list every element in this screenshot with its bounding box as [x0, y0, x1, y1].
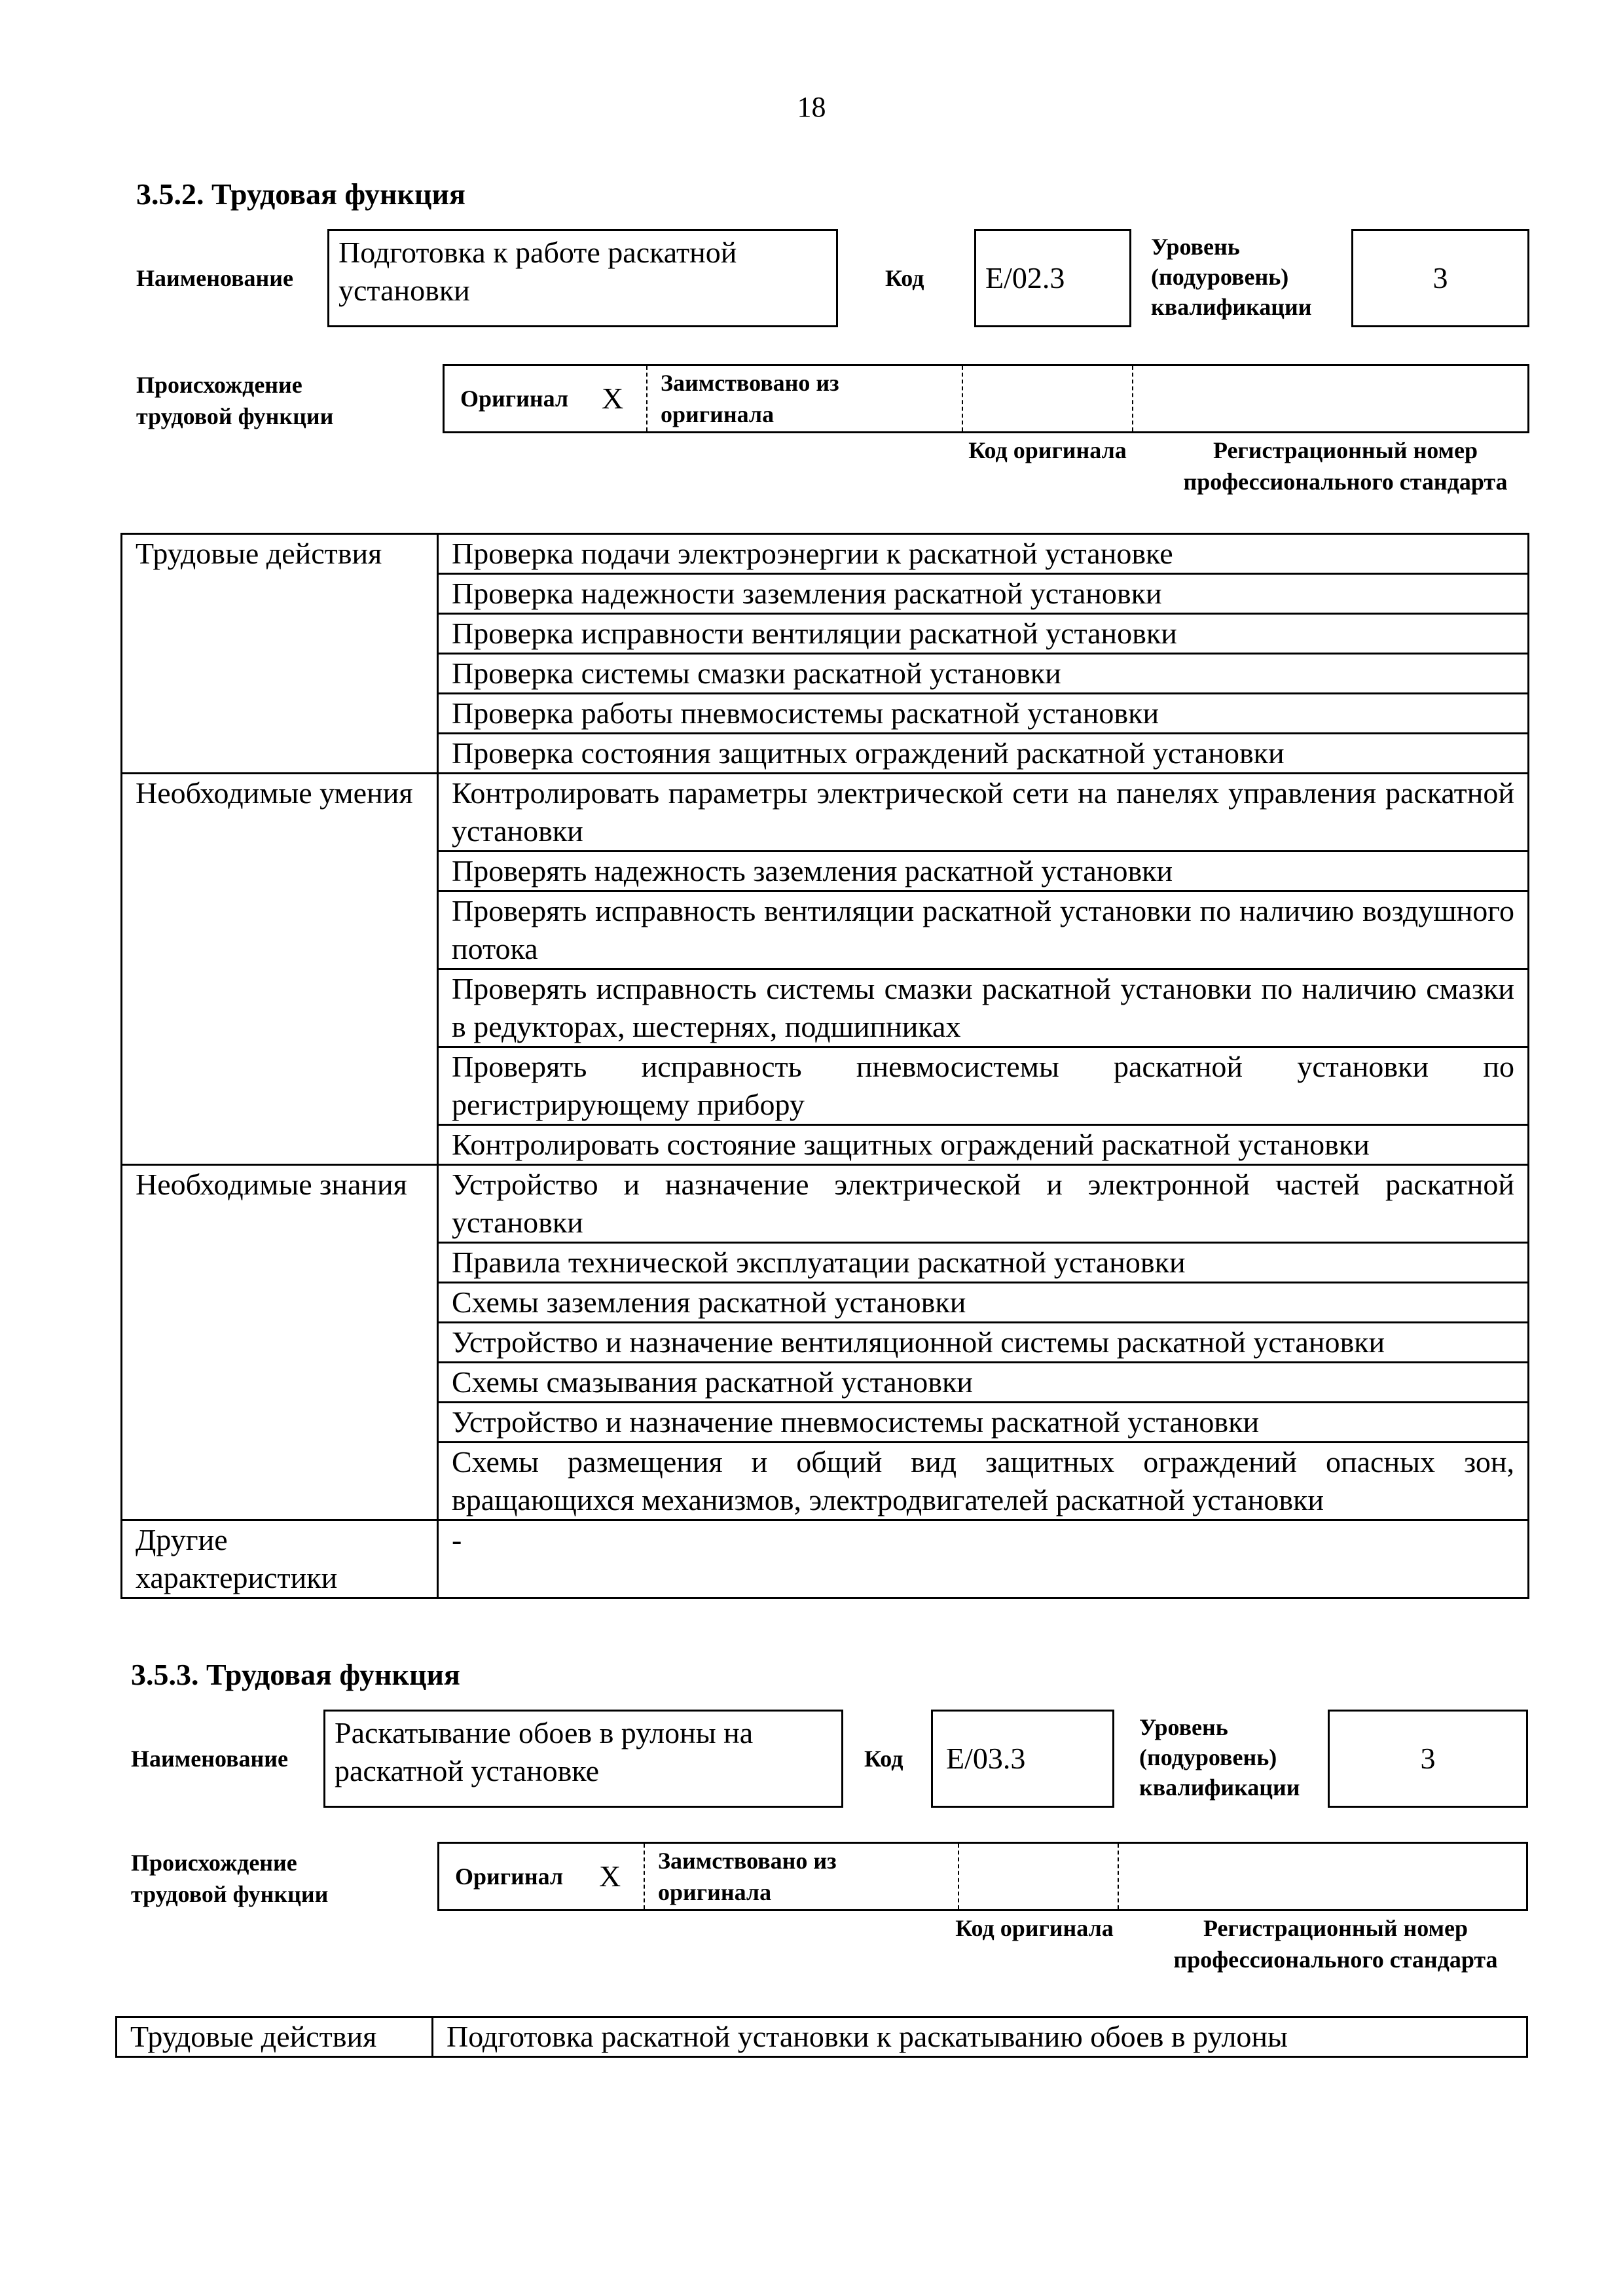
- labor-action: Проверка состояния защитных ограждений раскатной установки: [438, 734, 1529, 774]
- level-value: 3: [1432, 261, 1448, 295]
- other-value: -: [438, 1520, 1529, 1598]
- borrowed-label: Заимствовано из оригинала: [661, 370, 839, 427]
- name-label: Наименование: [131, 1746, 288, 1772]
- labor-actions-label: Трудовые действия: [122, 534, 438, 774]
- skill-item: Проверять исправность вентиляции раскатной установки по наличию воздушного потока: [438, 891, 1529, 969]
- function-table: [120, 533, 1529, 1599]
- code-value-box: [974, 229, 1131, 327]
- name-value: Подготовка к работе раскатной установки: [338, 236, 737, 307]
- skill-item: Проверять надежность заземления раскатной установки: [438, 852, 1529, 891]
- table-row: [122, 774, 1529, 852]
- knowledge-item: Устройство и назначение электрической и электронной частей раскатной установки: [438, 1165, 1529, 1243]
- name-value-box: [327, 229, 838, 327]
- knowledge-item: Схемы размещения и общий вид защитных ограждений опасных зон, вращающихся механизмов, электродвигателей раскатной установки: [438, 1443, 1529, 1520]
- code-label: Код: [864, 1746, 903, 1772]
- labor-action: Проверка подачи электроэнергии к раскатной установке: [438, 534, 1529, 574]
- knowledge-item: Устройство и назначение вентиляционной системы раскатной установки: [438, 1323, 1529, 1363]
- section-title: 3.5.3. Трудовая функция: [131, 1658, 460, 1691]
- labor-action: Проверка системы смазки раскатной установки: [438, 654, 1529, 694]
- labor-actions-label: Трудовые действия: [117, 2017, 433, 2057]
- skill-item: Контролировать параметры электрической сети на панелях управления раскатной установки: [438, 774, 1529, 852]
- skill-item: Проверять исправность системы смазки раскатной установки по наличию смазки в редукторах, шестернях, подшипниках: [438, 969, 1529, 1047]
- divider: [958, 1844, 959, 1909]
- divider: [962, 366, 963, 431]
- labor-action: Проверка исправности вентиляции раскатной установки: [438, 614, 1529, 654]
- original-mark: X: [602, 382, 624, 415]
- knowledge-item: Схемы заземления раскатной установки: [438, 1283, 1529, 1323]
- reg-num-caption: Регистрационный номер профессионального стандарта: [1183, 437, 1508, 495]
- knowledge-item: Устройство и назначение пневмосистемы раскатной установки: [438, 1403, 1529, 1443]
- orig-code-caption: Код оригинала: [968, 437, 1127, 463]
- table-row: [117, 2017, 1527, 2057]
- level-value-box: [1328, 1710, 1528, 1808]
- origin-box: [437, 1842, 1528, 1911]
- skill-item: Контролировать состояние защитных ограждений раскатной установки: [438, 1125, 1529, 1165]
- origin-box: [443, 364, 1529, 433]
- name-value: Раскатывание обоев в рулоны на раскатной установке: [335, 1716, 754, 1787]
- original-mark: X: [599, 1859, 621, 1893]
- knowledge-label: Необходимые знания: [122, 1165, 438, 1520]
- original-label: Оригинал: [460, 386, 569, 412]
- other-label: Другие характеристики: [122, 1520, 438, 1598]
- table-row: [122, 1520, 1529, 1598]
- reg-num-caption: Регистрационный номер профессионального стандарта: [1173, 1915, 1498, 1973]
- knowledge-item: Правила технической эксплуатации раскатной установки: [438, 1243, 1529, 1283]
- labor-action: Подготовка раскатной установки к раскатыванию обоев в рулоны: [433, 2017, 1527, 2057]
- labor-action: Проверка надежности заземления раскатной установки: [438, 574, 1529, 614]
- section-title: 3.5.2. Трудовая функция: [136, 177, 465, 211]
- code-value-box: [931, 1710, 1114, 1808]
- code-value: E/02.3: [985, 261, 1065, 295]
- name-label: Наименование: [136, 265, 293, 291]
- origin-label: Происхождение трудовой функции: [131, 1850, 329, 1907]
- divider: [1118, 1844, 1119, 1909]
- divider: [1132, 366, 1133, 431]
- skill-item: Проверять исправность пневмосистемы раскатной установки по регистрирующему прибору: [438, 1047, 1529, 1125]
- labor-action: Проверка работы пневмосистемы раскатной установки: [438, 694, 1529, 734]
- divider: [646, 366, 647, 431]
- function-table: [115, 2016, 1528, 2058]
- code-value: E/03.3: [946, 1742, 1026, 1775]
- origin-label: Происхождение трудовой функции: [136, 372, 334, 429]
- table-row: [122, 534, 1529, 574]
- table-row: [122, 1165, 1529, 1243]
- orig-code-caption: Код оригинала: [955, 1915, 1114, 1941]
- code-label: Код: [885, 265, 924, 291]
- page-number: 18: [797, 91, 826, 123]
- level-label: Уровень (подуровень) квалификации: [1139, 1714, 1300, 1801]
- knowledge-item: Схемы смазывания раскатной установки: [438, 1363, 1529, 1403]
- original-label: Оригинал: [455, 1863, 564, 1890]
- name-value-box: [323, 1710, 843, 1808]
- level-label: Уровень (подуровень) квалификации: [1151, 234, 1312, 320]
- level-value: 3: [1420, 1742, 1436, 1775]
- borrowed-label: Заимствовано из оригинала: [658, 1848, 837, 1905]
- skills-label: Необходимые умения: [122, 774, 438, 1165]
- divider: [644, 1844, 645, 1909]
- level-value-box: [1351, 229, 1529, 327]
